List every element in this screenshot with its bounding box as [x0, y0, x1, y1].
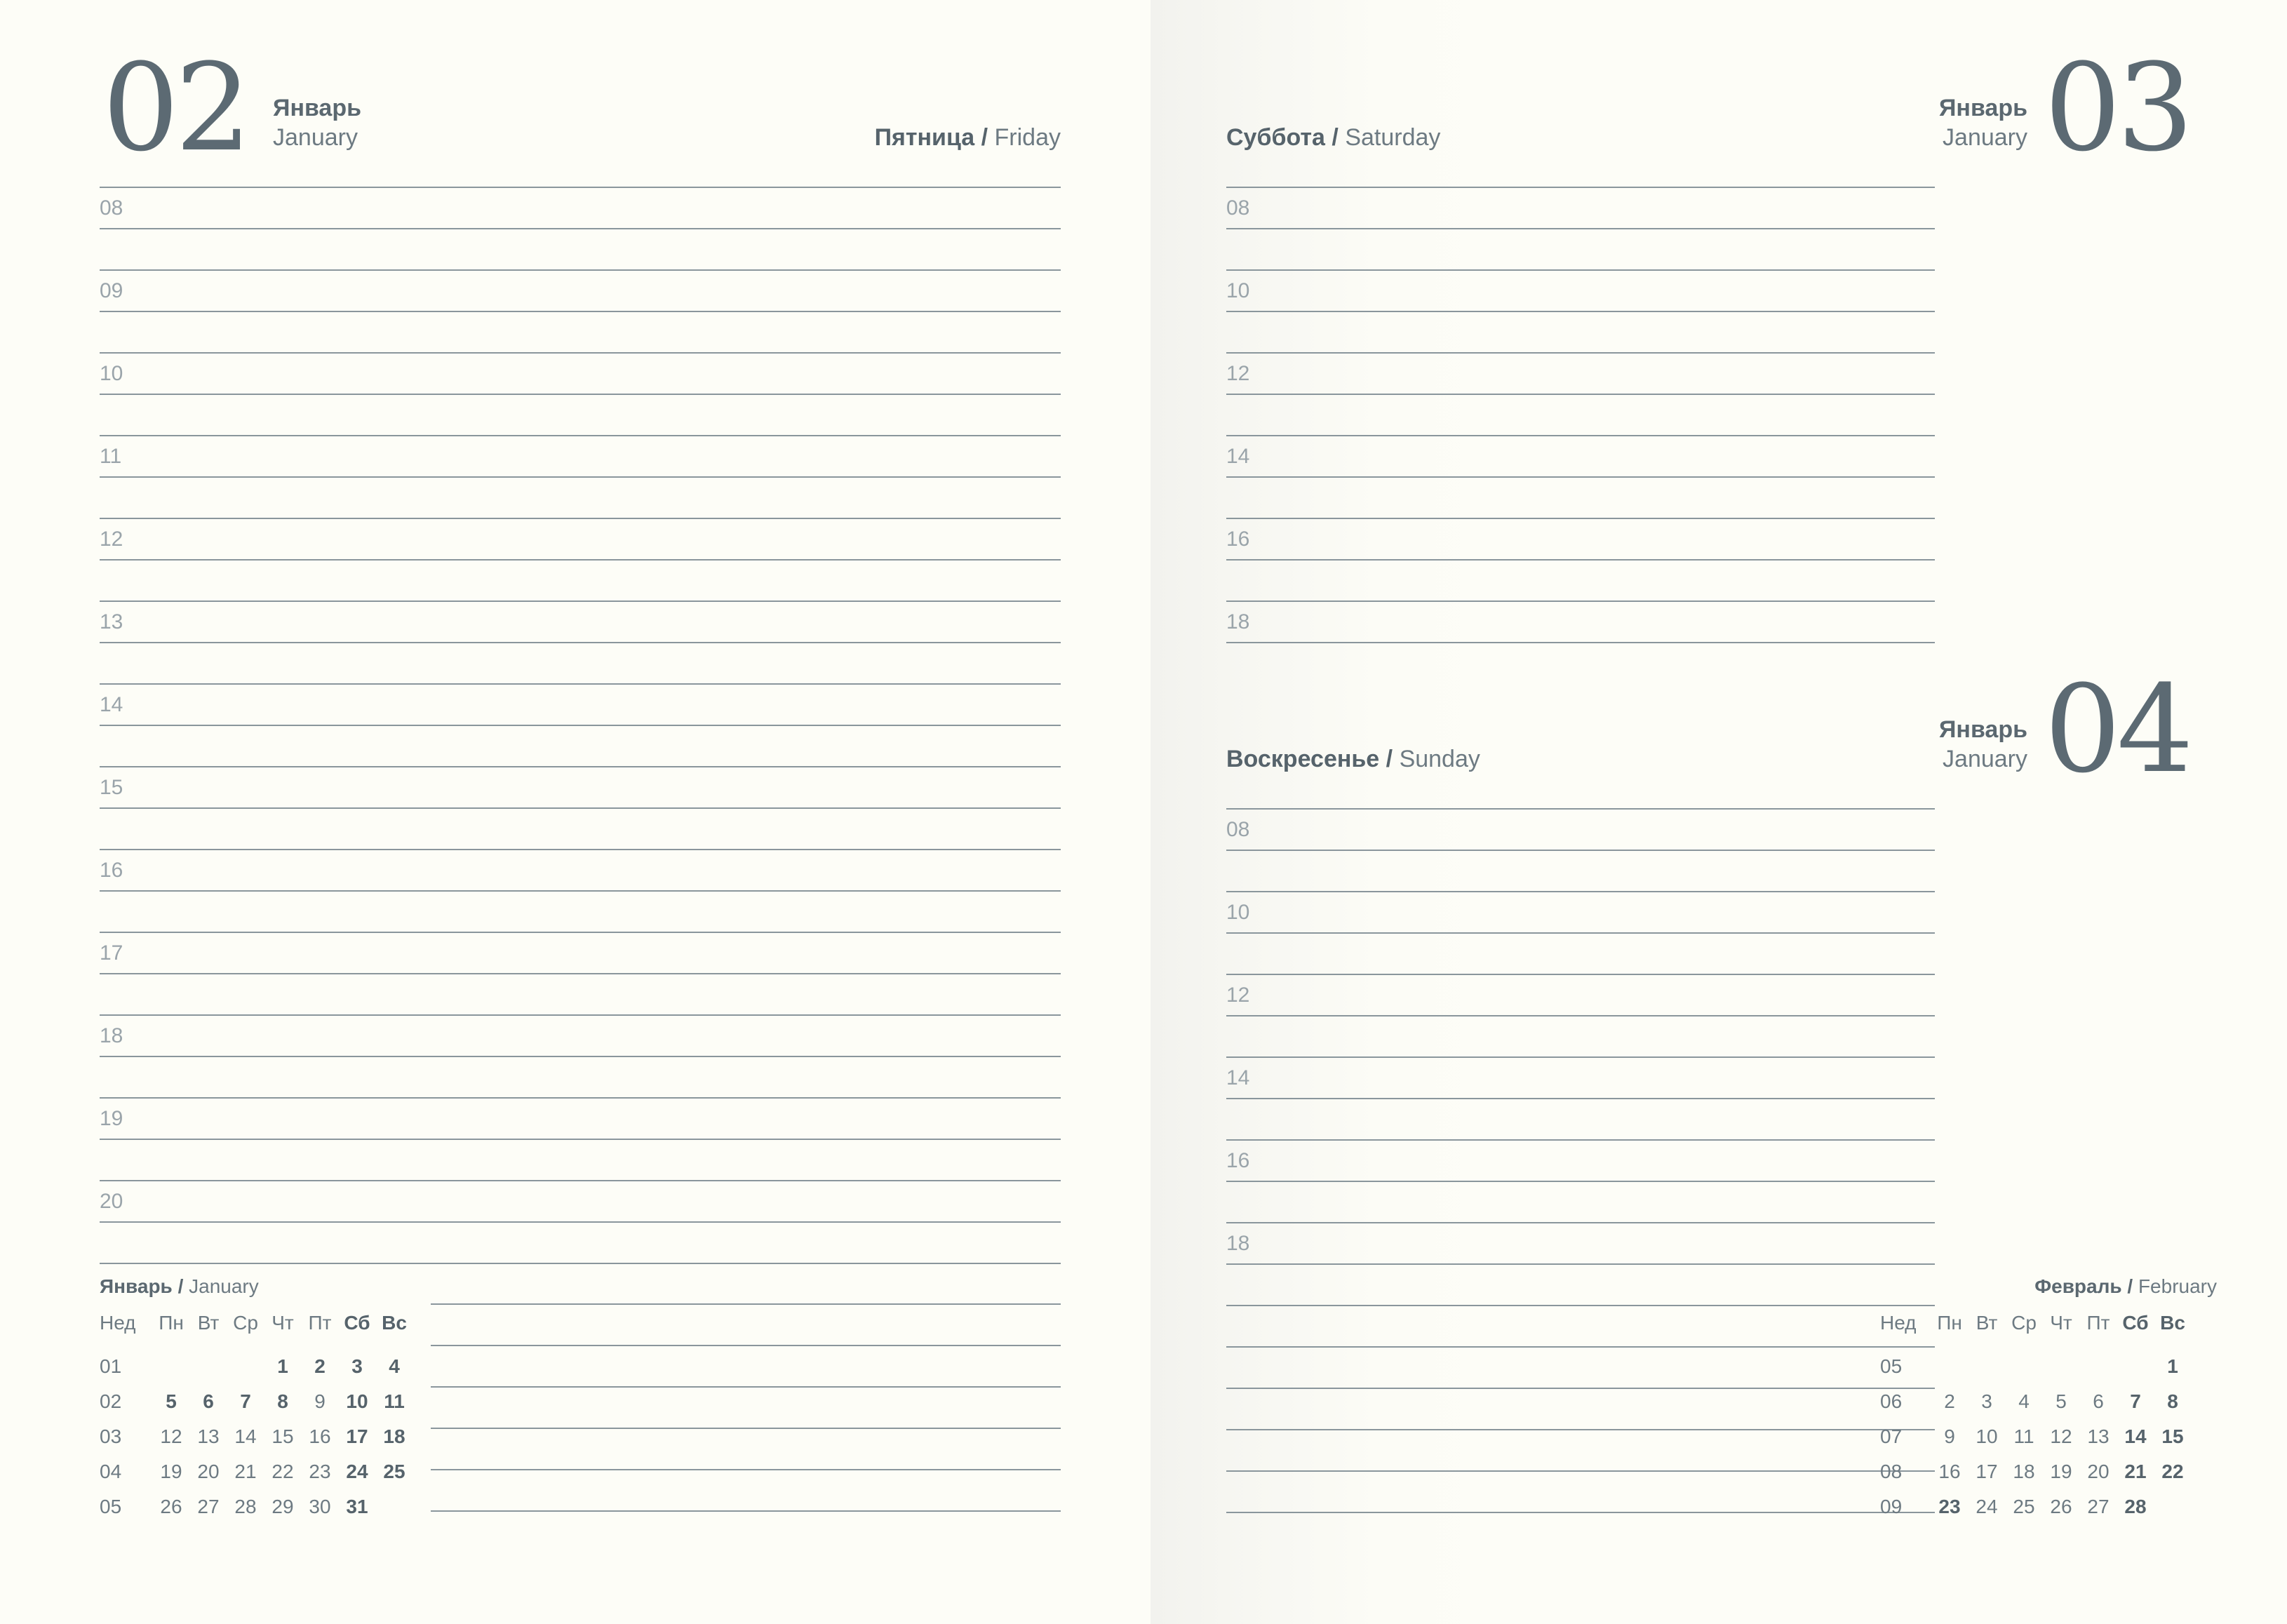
separator: / [1332, 124, 1339, 151]
calendar-day: 1 [2167, 1355, 2178, 1377]
rule-line [1226, 600, 1935, 602]
rule-line [1226, 1098, 1935, 1099]
hour-lines-sunday [1226, 808, 1935, 1514]
weekday-header: Вт [1976, 1312, 1998, 1334]
hour-label: 16 [1226, 1149, 1250, 1172]
hour-label: 14 [1226, 1066, 1250, 1089]
rule-line [100, 766, 1061, 767]
calendar-day: 15 [271, 1425, 294, 1447]
calendar-day: 27 [197, 1496, 220, 1517]
separator: / [177, 1275, 184, 1297]
calendar-day: 21 [2124, 1461, 2147, 1482]
weekday-header: Ср [233, 1312, 258, 1334]
week-number: 04 [100, 1461, 122, 1482]
calendar-day: 6 [203, 1390, 214, 1412]
calendar-day: 8 [277, 1390, 288, 1412]
rule-line [1226, 850, 1935, 851]
rule-line [1226, 476, 1935, 478]
week-number: 06 [1880, 1390, 1903, 1412]
rule-line [100, 849, 1061, 850]
rule-line [100, 890, 1061, 892]
calendar-day: 26 [2050, 1496, 2072, 1517]
calendar-day: 24 [1976, 1496, 1998, 1517]
calendar-day: 16 [309, 1425, 331, 1447]
mini-calendar-february [1880, 1275, 2217, 1528]
rule-line [1226, 1015, 1935, 1016]
week-number: 02 [100, 1390, 122, 1412]
rule-line [100, 642, 1061, 643]
hour-label: 12 [1226, 984, 1250, 1007]
month-en: January [273, 124, 358, 151]
week-number: 07 [1880, 1425, 1903, 1447]
calendar-day: 23 [1938, 1496, 1961, 1517]
week-number: 05 [1880, 1355, 1903, 1377]
rule-line [100, 518, 1061, 519]
hour-label: 08 [100, 196, 123, 220]
mini-calendar-january [100, 1275, 422, 1528]
hour-label: 08 [1226, 818, 1250, 841]
weekday-header: Пт [308, 1312, 332, 1334]
calendar-day: 5 [2055, 1390, 2067, 1412]
calendar-day: 8 [2167, 1390, 2178, 1412]
weekday-header: Нед [100, 1312, 136, 1334]
calendar-day: 26 [160, 1496, 182, 1517]
calendar-day: 25 [2013, 1496, 2035, 1517]
rule-line [1226, 891, 1935, 892]
notes-lines [431, 1303, 1061, 1514]
week-number: 09 [1880, 1496, 1903, 1517]
rule-line [1226, 435, 1935, 436]
day-number: 03 [2044, 37, 2189, 178]
month-ru: Январь [1938, 95, 2027, 121]
notes-line [431, 1510, 1061, 1512]
calendar-day: 24 [346, 1461, 368, 1482]
hour-label: 10 [1226, 279, 1250, 302]
rule-line [100, 1263, 1061, 1264]
rule-line [100, 807, 1061, 809]
calendar-day: 19 [160, 1461, 182, 1482]
rule-line [100, 187, 1061, 188]
hour-label: 08 [1226, 196, 1250, 220]
calendar-day: 6 [2093, 1390, 2104, 1412]
calendar-day: 14 [2124, 1425, 2147, 1447]
calendar-day: 15 [2161, 1425, 2184, 1447]
calendar-day: 11 [2013, 1425, 2034, 1447]
calendar-day: 28 [234, 1496, 257, 1517]
rule-line [1226, 1305, 1935, 1306]
calendar-day: 18 [383, 1425, 405, 1447]
rule-line [100, 932, 1061, 933]
calendar-day: 11 [384, 1390, 405, 1412]
mini-calendar-title [2034, 1275, 2217, 1298]
separator: / [2127, 1275, 2133, 1297]
rule-line [1226, 394, 1935, 395]
calendar-day: 21 [234, 1461, 257, 1482]
calendar-day: 22 [271, 1461, 294, 1482]
calendar-day: 7 [2130, 1390, 2141, 1412]
hour-label: 11 [100, 445, 122, 468]
rule-line [1226, 1512, 1935, 1513]
calendar-day: 4 [2018, 1390, 2030, 1412]
hour-label: 16 [100, 859, 123, 882]
hour-label: 15 [100, 776, 123, 799]
weekday-en: Sunday [1399, 746, 1480, 772]
calendar-day: 25 [383, 1461, 405, 1482]
calendar-day: 16 [1938, 1461, 1961, 1482]
hour-label: 19 [100, 1107, 123, 1130]
weekday-header: Чт [271, 1312, 294, 1334]
notes-line [431, 1469, 1061, 1470]
rule-line [100, 1014, 1061, 1016]
weekday-header: Пт [2086, 1312, 2110, 1334]
separator: / [981, 124, 988, 151]
rule-line [1226, 974, 1935, 975]
rule-line [100, 725, 1061, 726]
calendar-day: 30 [309, 1496, 331, 1517]
mini-month-ru: Январь [100, 1275, 173, 1297]
weekday-en: Saturday [1345, 124, 1441, 151]
calendar-day: 13 [2087, 1425, 2110, 1447]
hour-label: 12 [1226, 362, 1250, 385]
hour-label: 17 [100, 941, 123, 965]
rule-line [100, 394, 1061, 395]
month-en: January [1943, 746, 2027, 772]
weekday-ru: Пятница [874, 124, 975, 151]
rule-line [100, 435, 1061, 436]
calendar-day: 23 [309, 1461, 331, 1482]
hour-lines-saturday [1226, 187, 1935, 650]
rule-line [100, 600, 1061, 602]
rule-line [1226, 808, 1935, 810]
hour-label: 16 [1226, 528, 1250, 551]
weekday-header: Вт [197, 1312, 220, 1334]
rule-line [1226, 1263, 1935, 1265]
notes-line [431, 1345, 1061, 1346]
rule-line [1226, 1470, 1935, 1472]
rule-line [100, 683, 1061, 685]
month-ru: Январь [273, 95, 362, 121]
rule-line [1226, 311, 1935, 312]
calendar-day: 9 [1944, 1425, 1955, 1447]
calendar-day: 19 [2050, 1461, 2072, 1482]
rule-line [1226, 1139, 1935, 1141]
calendar-day: 5 [166, 1390, 177, 1412]
calendar-day: 13 [197, 1425, 220, 1447]
calendar-day: 10 [1976, 1425, 1998, 1447]
hour-label: 18 [1226, 1232, 1250, 1255]
hour-lines [100, 187, 1061, 1268]
weekday-header: Чт [2050, 1312, 2072, 1334]
rule-line [1226, 187, 1935, 188]
hour-label: 18 [1226, 610, 1250, 633]
week-number: 03 [100, 1425, 122, 1447]
rule-line [100, 476, 1061, 478]
calendar-day: 28 [2124, 1496, 2147, 1517]
weekday-heading-sunday [1226, 746, 1480, 773]
hour-label: 13 [100, 610, 123, 633]
week-number: 01 [100, 1355, 122, 1377]
rule-line [1226, 1388, 1935, 1389]
rule-line [100, 1180, 1061, 1181]
calendar-day: 4 [389, 1355, 400, 1377]
weekday-en: Friday [994, 124, 1061, 151]
calendar-day: 17 [1976, 1461, 1998, 1482]
weekday-header: Ср [2011, 1312, 2037, 1334]
weekday-ru: Воскресенье [1226, 746, 1380, 772]
rule-line [100, 269, 1061, 271]
rule-line [1226, 932, 1935, 934]
rule-line [100, 559, 1061, 561]
calendar-day: 29 [271, 1496, 294, 1517]
rule-line [1226, 1181, 1935, 1182]
month-en: January [1943, 124, 2027, 151]
calendar-day: 14 [234, 1425, 257, 1447]
mini-month-en: February [2138, 1275, 2217, 1297]
weekday-header: Сб [2122, 1312, 2149, 1334]
rule-line [100, 228, 1061, 229]
calendar-day: 7 [240, 1390, 251, 1412]
rule-line [1226, 518, 1935, 519]
calendar-day: 1 [277, 1355, 288, 1377]
separator: / [1386, 746, 1393, 772]
calendar-day: 18 [2013, 1461, 2035, 1482]
calendar-day: 2 [314, 1355, 326, 1377]
notes-line [431, 1428, 1061, 1429]
calendar-day: 20 [2087, 1461, 2110, 1482]
calendar-day: 10 [346, 1390, 368, 1412]
rule-line [1226, 1429, 1935, 1430]
rule-line [1226, 352, 1935, 354]
hour-label: 10 [1226, 901, 1250, 924]
calendar-day: 9 [314, 1390, 326, 1412]
rule-line [100, 1056, 1061, 1057]
day-number: 02 [102, 37, 248, 178]
calendar-day: 12 [2050, 1425, 2072, 1447]
weekday-header: Вс [382, 1312, 407, 1334]
mini-calendar-title [100, 1275, 259, 1298]
calendar-day: 31 [346, 1496, 368, 1517]
calendar-day: 17 [346, 1425, 368, 1447]
rule-line [100, 1097, 1061, 1099]
rule-line [1226, 559, 1935, 561]
calendar-day: 3 [351, 1355, 363, 1377]
weekday-heading-saturday [1226, 124, 1440, 152]
mini-month-en: January [189, 1275, 259, 1297]
notes-line [431, 1303, 1061, 1305]
rule-line [1226, 269, 1935, 271]
weekday-ru: Суббота [1226, 124, 1325, 151]
calendar-day: 27 [2087, 1496, 2110, 1517]
rule-line [100, 1139, 1061, 1140]
weekday-header: Нед [1880, 1312, 1917, 1334]
rule-line [1226, 1346, 1935, 1348]
week-number: 05 [100, 1496, 122, 1517]
calendar-day: 3 [1981, 1390, 1992, 1412]
rule-line [1226, 1056, 1935, 1058]
weekday-header: Сб [344, 1312, 370, 1334]
hour-label: 14 [100, 693, 123, 716]
hour-label: 18 [100, 1024, 123, 1047]
calendar-day: 20 [197, 1461, 220, 1482]
hour-label: 09 [100, 279, 123, 302]
hour-label: 10 [100, 362, 123, 385]
hour-label: 20 [100, 1190, 123, 1213]
rule-line [1226, 1222, 1935, 1223]
weekday-heading [875, 124, 1061, 152]
day-number: 04 [2044, 659, 2189, 800]
rule-line [100, 311, 1061, 312]
calendar-day: 2 [1944, 1390, 1955, 1412]
mini-month-ru: Февраль [2034, 1275, 2122, 1297]
rule-line [100, 352, 1061, 354]
week-number: 08 [1880, 1461, 1903, 1482]
calendar-day: 12 [160, 1425, 182, 1447]
hour-label: 14 [1226, 445, 1250, 468]
rule-line [1226, 228, 1935, 229]
rule-line [100, 1221, 1061, 1223]
rule-line [100, 973, 1061, 974]
weekday-header: Вс [2160, 1312, 2185, 1334]
calendar-day: 22 [2161, 1461, 2184, 1482]
notes-line [431, 1386, 1061, 1388]
weekday-header: Пн [1937, 1312, 1962, 1334]
hour-label: 12 [100, 528, 123, 551]
weekday-header: Пн [159, 1312, 184, 1334]
month-ru: Январь [1938, 716, 2027, 743]
right-page [1151, 0, 2287, 1624]
rule-line [1226, 642, 1935, 643]
